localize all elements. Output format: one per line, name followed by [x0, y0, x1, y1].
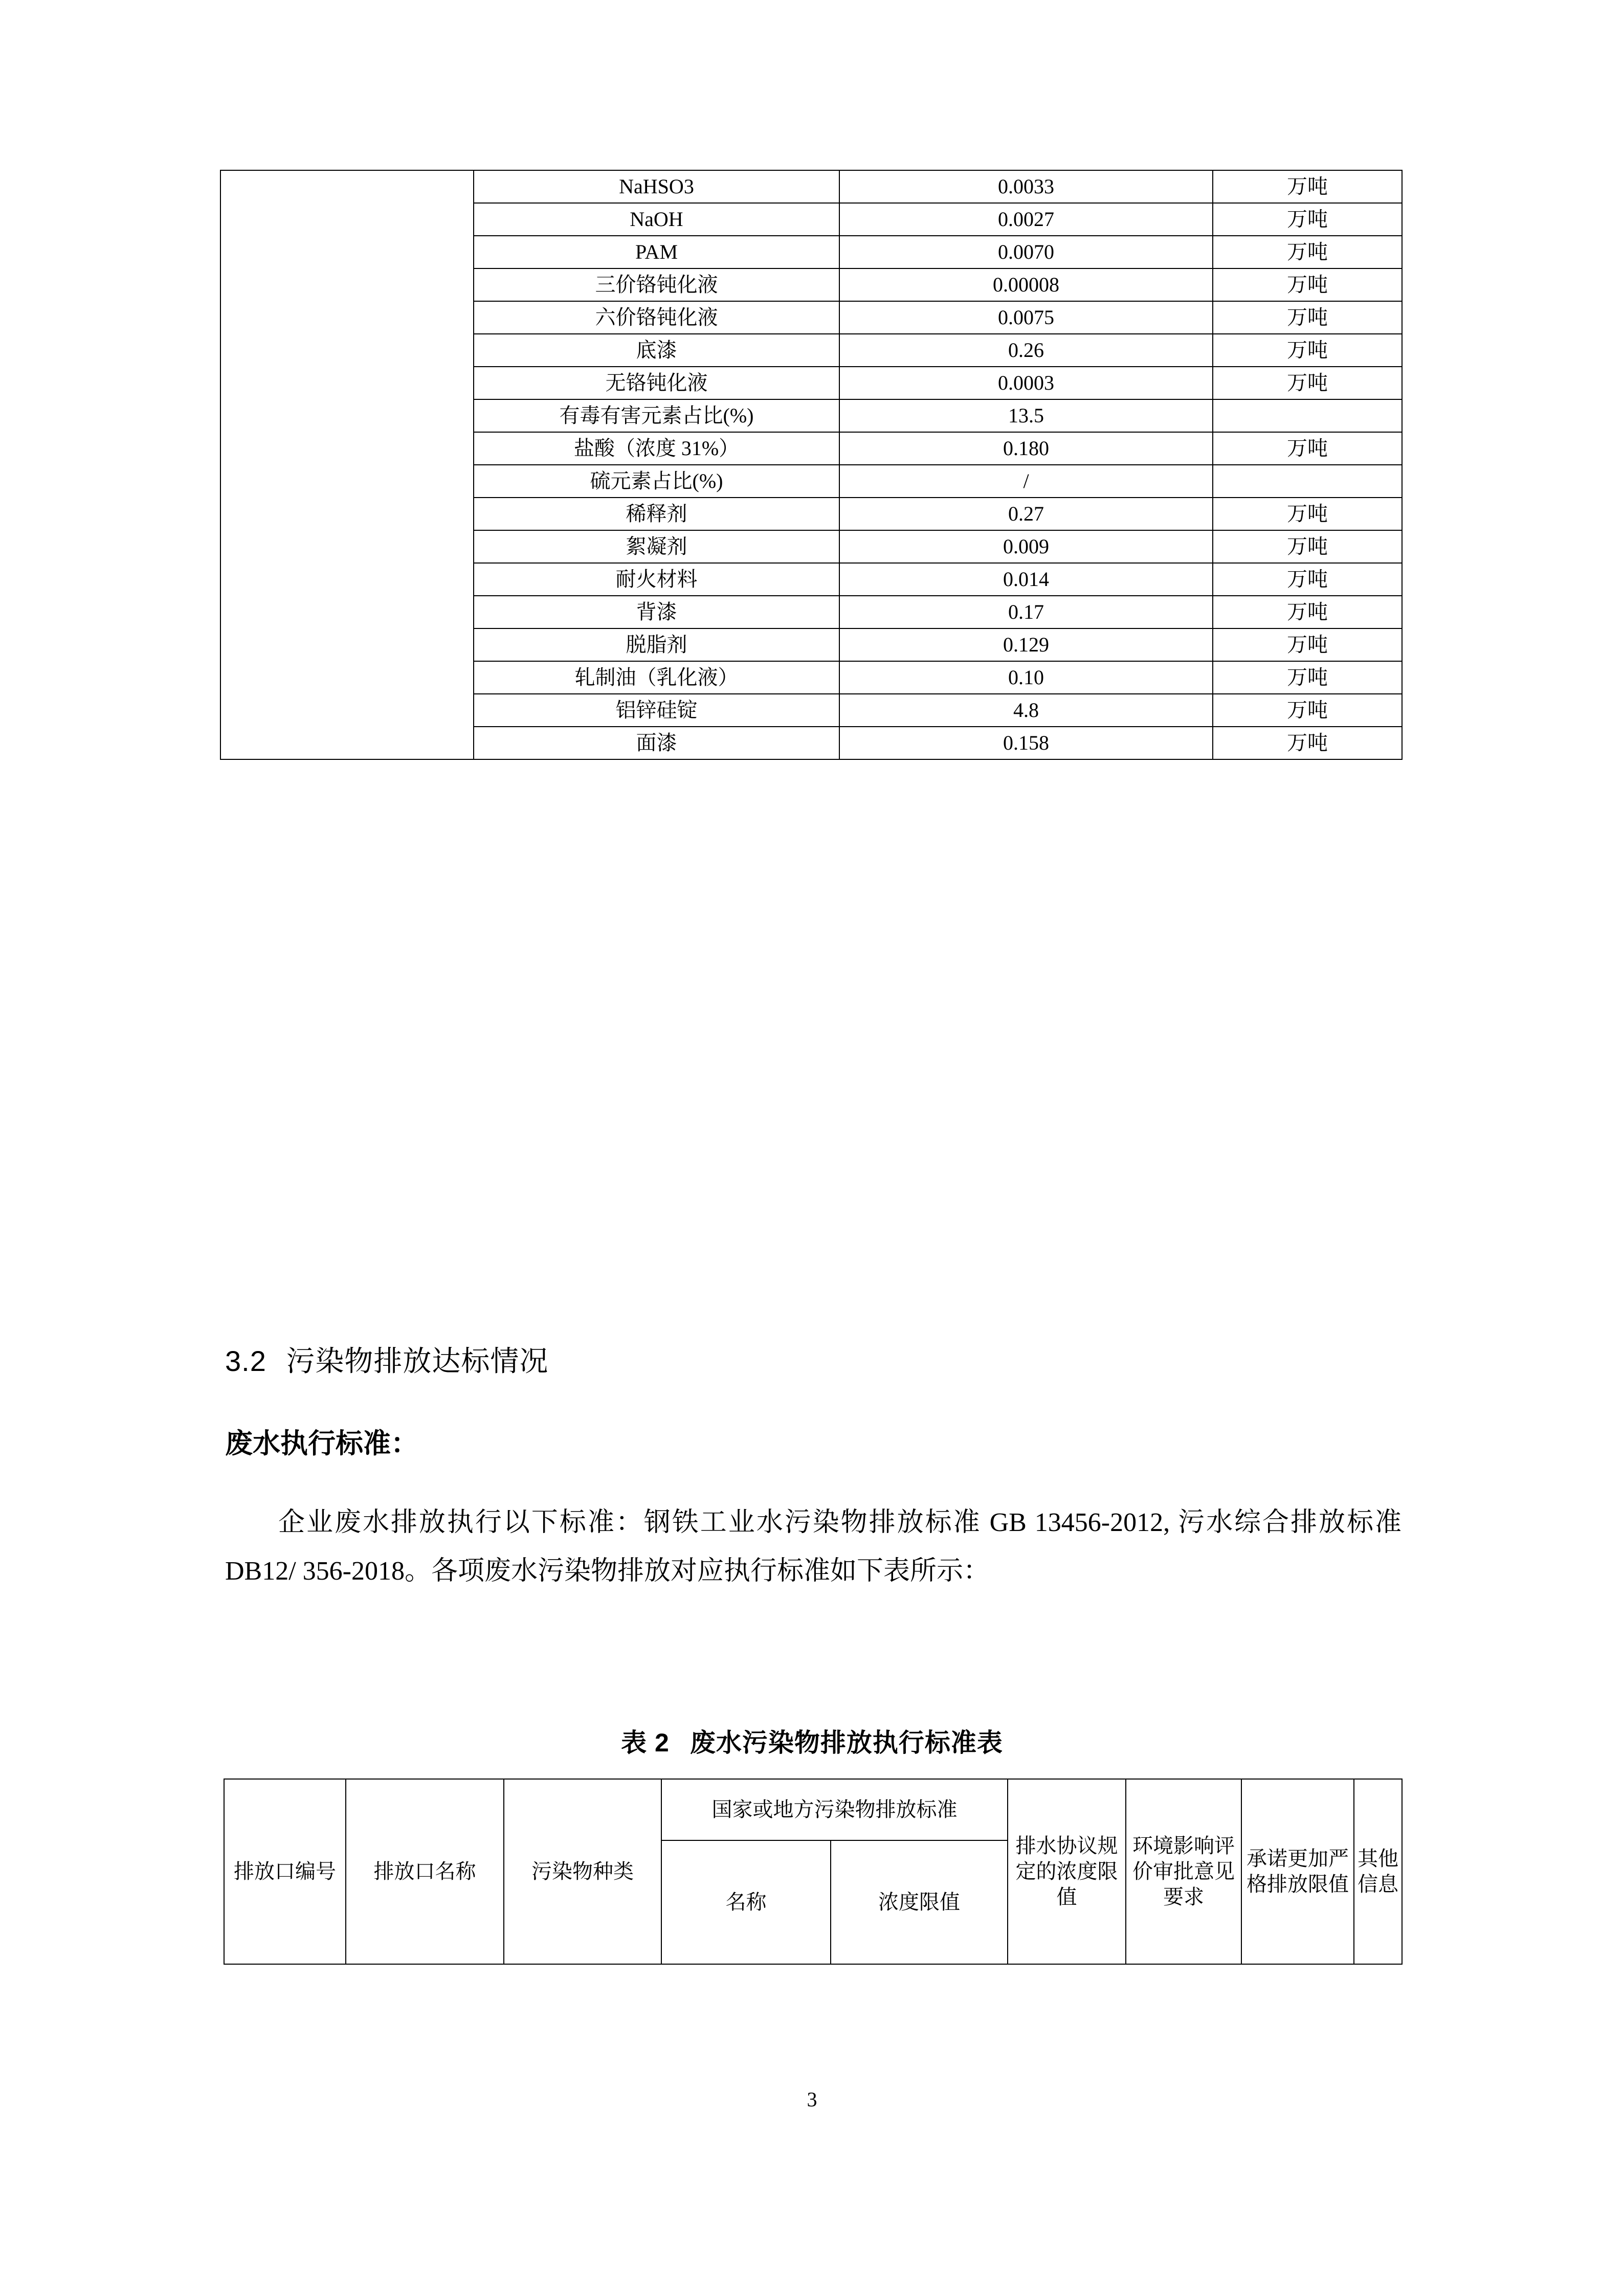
material-unit-cell: 万吨 [1213, 334, 1402, 367]
material-unit-cell: 万吨 [1213, 727, 1402, 759]
material-name-cell: 絮凝剂 [474, 530, 839, 563]
material-value-cell: 0.10 [839, 661, 1213, 694]
material-table [220, 170, 1403, 760]
page-number: 3 [807, 2088, 817, 2111]
material-unit-cell: 万吨 [1213, 367, 1402, 399]
standards-table-caption-label: 表 2 [621, 1728, 670, 1757]
material-value-cell: 0.158 [839, 727, 1213, 759]
material-unit-cell [1213, 465, 1402, 498]
material-unit-cell: 万吨 [1213, 432, 1402, 465]
material-unit-cell: 万吨 [1213, 563, 1402, 596]
section-heading-number: 3.2 [225, 1345, 266, 1377]
material-value-cell: 0.26 [839, 334, 1213, 367]
standards-table-caption-text: 废水污染物排放执行标准表 [689, 1728, 1003, 1757]
material-unit-cell: 万吨 [1213, 628, 1402, 661]
subsection-heading: 废水执行标准： [225, 1428, 418, 1459]
material-name-cell: 底漆 [474, 334, 839, 367]
material-unit-cell: 万吨 [1213, 170, 1402, 203]
material-name-cell: 背漆 [474, 596, 839, 628]
material-name-cell: 三价铬钝化液 [474, 268, 839, 301]
th-national-or-local-standard: 国家或地方污染物排放标准 [661, 1779, 1008, 1840]
material-unit-cell: 万吨 [1213, 203, 1402, 236]
material-value-cell: 13.5 [839, 399, 1213, 432]
material-name-cell: PAM [474, 236, 839, 268]
material-unit-cell: 万吨 [1213, 236, 1402, 268]
th-drainage-agreement-limit: 排水协议规定的浓度限值 [1008, 1779, 1126, 1964]
material-unit-cell: 万吨 [1213, 530, 1402, 563]
material-value-cell: 0.129 [839, 628, 1213, 661]
th-eia-approval-requirement: 环境影响评价审批意见要求 [1126, 1779, 1241, 1964]
material-value-cell: 4.8 [839, 694, 1213, 727]
section-paragraph: 企业废水排放执行以下标准：钢铁工业水污染物排放标准 GB 13456-2012, 污水综合排放标准 DB12/ 356-2018。各项废水污染物排放对应执行标准如下表所示： [225, 1508, 1401, 1586]
th-other-info: 其他信息 [1354, 1779, 1402, 1964]
material-value-cell: 0.009 [839, 530, 1213, 563]
th-outlet-number: 排放口编号 [224, 1779, 346, 1964]
section-heading-text: 污染物排放达标情况 [286, 1345, 549, 1377]
th-outlet-name: 排放口名称 [346, 1779, 504, 1964]
wastewater-standards-table [224, 1779, 1403, 1965]
th-concentration-limit: 浓度限值 [831, 1840, 1008, 1964]
material-value-cell: 0.014 [839, 563, 1213, 596]
material-unit-cell: 万吨 [1213, 694, 1402, 727]
material-name-cell: 轧制油（乳化液） [474, 661, 839, 694]
material-name-cell: 铝锌硅锭 [474, 694, 839, 727]
material-value-cell: / [839, 465, 1213, 498]
standards-header-row-1 [224, 1779, 1402, 1840]
material-value-cell: 0.0033 [839, 170, 1213, 203]
material-value-cell: 0.17 [839, 596, 1213, 628]
material-unit-cell: 万吨 [1213, 268, 1402, 301]
material-category-cell [220, 170, 474, 759]
standards-table-caption [0, 1722, 1624, 1759]
material-name-cell: 六价铬钝化液 [474, 301, 839, 334]
material-name-cell: 有毒有害元素占比(%) [474, 399, 839, 432]
material-name-cell: 盐酸（浓度 31%） [474, 432, 839, 465]
material-unit-cell [1213, 399, 1402, 432]
material-unit-cell: 万吨 [1213, 596, 1402, 628]
material-value-cell: 0.0003 [839, 367, 1213, 399]
material-name-cell: 无铬钝化液 [474, 367, 839, 399]
material-value-cell: 0.180 [839, 432, 1213, 465]
material-name-cell: 硫元素占比(%) [474, 465, 839, 498]
material-name-cell: 耐火材料 [474, 563, 839, 596]
th-stricter-commitment-limit: 承诺更加严格排放限值 [1241, 1779, 1354, 1964]
th-pollutant-type: 污染物种类 [504, 1779, 661, 1964]
material-name-cell: NaHSO3 [474, 170, 839, 203]
section-heading [225, 1339, 548, 1380]
material-consumption-table [220, 170, 1401, 760]
material-value-cell: 0.0070 [839, 236, 1213, 268]
th-standard-name: 名称 [661, 1840, 831, 1964]
material-name-cell: 面漆 [474, 727, 839, 759]
material-unit-cell: 万吨 [1213, 301, 1402, 334]
material-name-cell: NaOH [474, 203, 839, 236]
table-row [220, 170, 1402, 203]
material-value-cell: 0.00008 [839, 268, 1213, 301]
material-value-cell: 0.0027 [839, 203, 1213, 236]
standards-table [224, 1779, 1401, 1965]
material-name-cell: 稀释剂 [474, 498, 839, 530]
material-unit-cell: 万吨 [1213, 498, 1402, 530]
material-value-cell: 0.27 [839, 498, 1213, 530]
material-unit-cell: 万吨 [1213, 661, 1402, 694]
material-name-cell: 脱脂剂 [474, 628, 839, 661]
material-value-cell: 0.0075 [839, 301, 1213, 334]
